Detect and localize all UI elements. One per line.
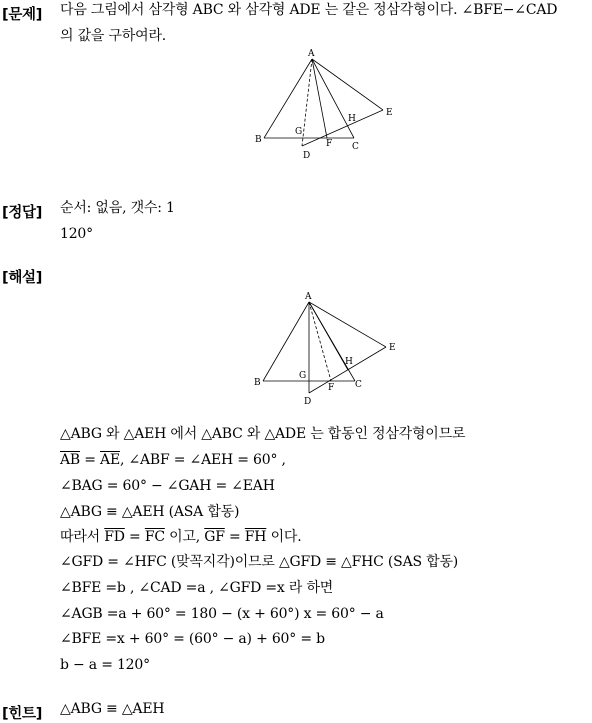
explanation-line-8: ∠AGB =a + 60° = 180 − (x + 60°) x = 60° − a xyxy=(60,606,384,622)
fig1-label-B: B xyxy=(255,135,262,145)
explanation-line-2 xyxy=(60,450,286,470)
problem-text-line2: 의 값을 구하여라. xyxy=(60,28,167,44)
hint-label: [힌트] xyxy=(2,706,43,722)
explanation-line-1: △ABG 와 △AEH 에서 △ABC 와 △ADE 는 합동인 정삼각형이므로 xyxy=(60,426,466,442)
fig1-label-C: C xyxy=(352,142,359,152)
explanation-label: [해설] xyxy=(2,270,43,286)
fig1-label-A: A xyxy=(308,49,315,59)
problem-label: [문제] xyxy=(2,7,43,23)
fig2-label-A: A xyxy=(305,292,312,302)
fig1-label-E: E xyxy=(386,108,393,118)
explanation-line-7: ∠BFE =b , ∠CAD =a , ∠GFD =x 라 하면 xyxy=(60,580,334,596)
explanation-line-5-mid: 이고, xyxy=(164,529,205,545)
explanation-line-2-rest: , ∠ABF = ∠AEH = 60° , xyxy=(119,452,286,468)
fig2-label-G: G xyxy=(299,371,307,381)
segment-fd: $\overline{FD}$ xyxy=(104,529,125,545)
segment-fc: $\overline{FC}$ xyxy=(144,529,165,545)
fig2-label-D: D xyxy=(304,397,312,407)
fig2-label-E: E xyxy=(389,343,396,353)
explanation-line-10: b − a = 120° xyxy=(60,657,150,673)
explanation-line-3: ∠BAG = 60° − ∠GAH = ∠EAH xyxy=(60,478,275,494)
segment-ab: $\overline{AB}$ xyxy=(60,452,80,468)
eq-sign: = xyxy=(224,529,245,545)
segment-gf: $\overline{GF}$ xyxy=(204,529,225,545)
segment-ae: $\overline{AE}$ xyxy=(100,452,120,468)
explanation-line-5-pre: 따라서 xyxy=(60,529,105,545)
fig2-label-C: C xyxy=(355,380,362,390)
fig1-label-H: H xyxy=(348,114,356,124)
hint-text: △ABG ≡ △AEH xyxy=(60,701,165,717)
fig1-label-G: G xyxy=(295,127,303,137)
fig1-label-D: D xyxy=(303,151,311,161)
eq-sign: = xyxy=(124,529,145,545)
segment-fh: $\overline{FH}$ xyxy=(244,529,267,545)
fig2-label-B: B xyxy=(254,378,261,388)
answer-label: [정답] xyxy=(2,205,43,221)
eq-sign: = xyxy=(80,452,101,468)
fig1-label-F: F xyxy=(326,139,333,149)
explanation-line-5 xyxy=(60,527,301,547)
explanation-line-6: ∠GFD = ∠HFC (맞꼭지각)이므로 △GFD ≡ △FHC (SAS 합동) xyxy=(60,554,459,570)
answer-value: 120° xyxy=(60,226,93,242)
problem-text-line1: 다음 그림에서 삼각형 ABC 와 삼각형 ADE 는 같은 정삼각형이다. ∠BFE−∠CAD xyxy=(60,2,558,18)
answer-meta: 순서: 없음, 갯수: 1 xyxy=(60,200,175,216)
explanation-line-5-end: 이다. xyxy=(266,529,302,545)
fig2-label-H: H xyxy=(345,357,353,367)
explanation-line-9: ∠BFE =x + 60° = (60° − a) + 60° = b xyxy=(60,631,325,647)
explanation-line-4: △ABG ≡ △AEH (ASA 합동) xyxy=(60,504,240,520)
fig2-label-F: F xyxy=(328,383,335,393)
